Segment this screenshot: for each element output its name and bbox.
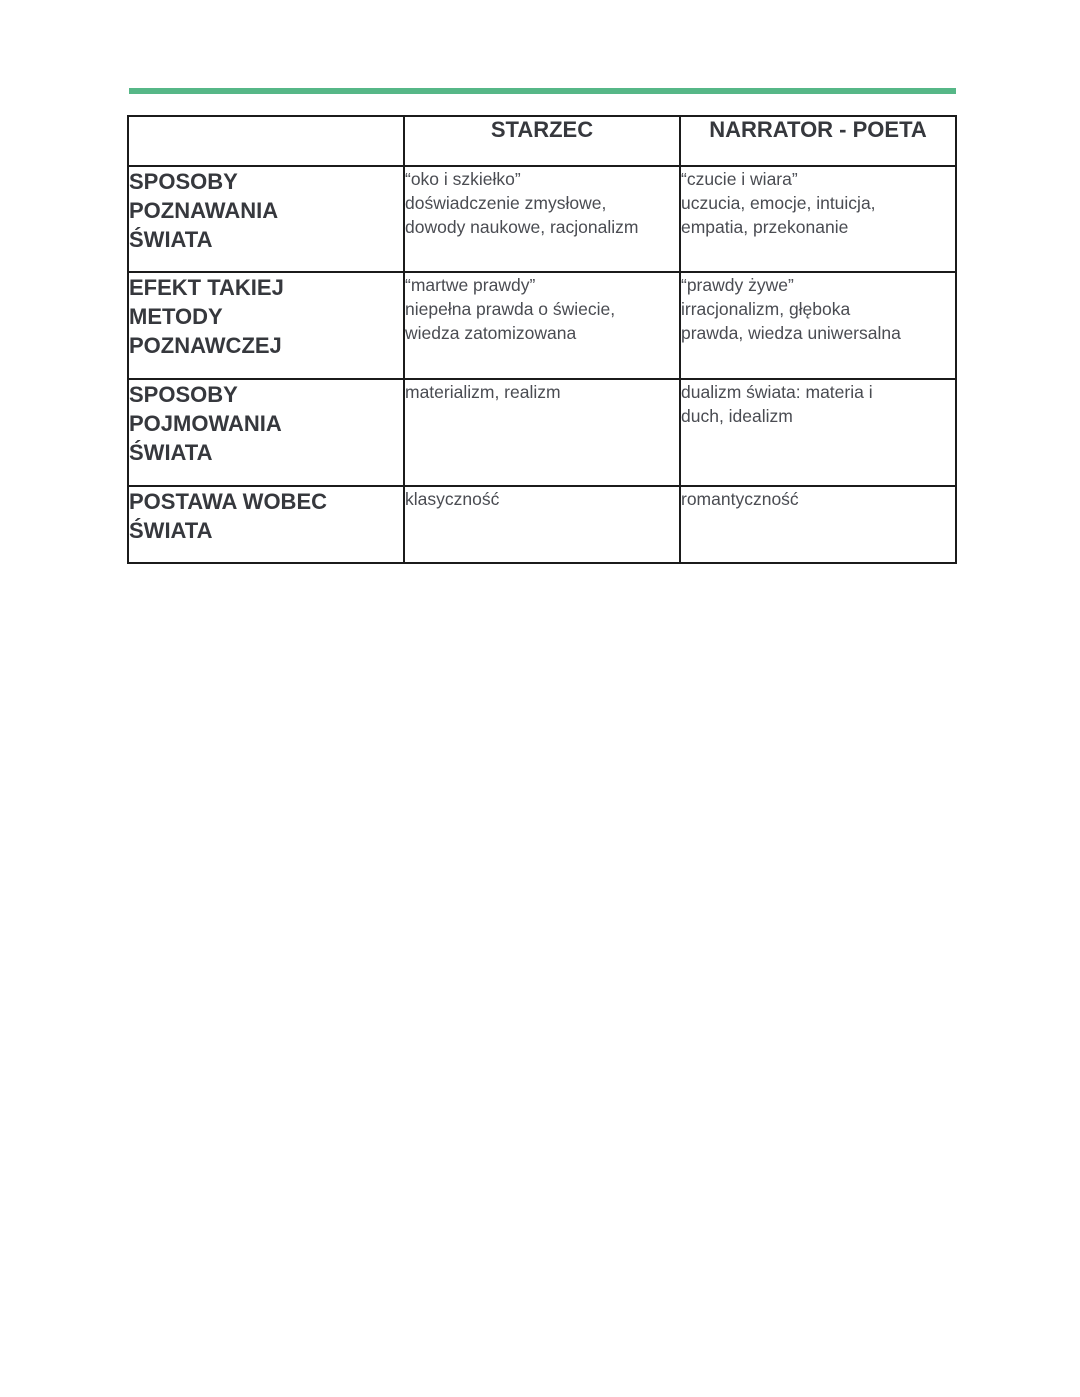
table-row (128, 272, 956, 379)
starzec-cell: “martwe prawdy” niepełna prawda o świecie, wiedza zatomizowana (404, 272, 680, 379)
accent-rule (129, 88, 956, 94)
header-starzec: STARZEC (404, 116, 680, 166)
row-label: SPOSOBY POJMOWANIA ŚWIATA (128, 379, 404, 486)
narrator-cell: romantyczność (680, 486, 956, 563)
starzec-cell: klasyczność (404, 486, 680, 563)
starzec-cell: materializm, realizm (404, 379, 680, 486)
comparison-table (127, 115, 957, 564)
narrator-cell: dualizm świata: materia i duch, idealizm (680, 379, 956, 486)
starzec-cell: “oko i szkiełko” doświadczenie zmysłowe, dowody naukowe, racjonalizm (404, 166, 680, 272)
table-row (128, 486, 956, 563)
header-narrator-poeta: NARRATOR - POETA (680, 116, 956, 166)
row-label: SPOSOBY POZNAWANIA ŚWIATA (128, 166, 404, 272)
table-header-row (128, 116, 956, 166)
header-empty-cell (128, 116, 404, 166)
row-label: EFEKT TAKIEJ METODY POZNAWCZEJ (128, 272, 404, 379)
row-label: POSTAWA WOBEC ŚWIATA (128, 486, 404, 563)
narrator-cell: “prawdy żywe” irracjonalizm, głęboka prawda, wiedza uniwersalna (680, 272, 956, 379)
table-row (128, 379, 956, 486)
table-row (128, 166, 956, 272)
narrator-cell: “czucie i wiara” uczucia, emocje, intuicja, empatia, przekonanie (680, 166, 956, 272)
